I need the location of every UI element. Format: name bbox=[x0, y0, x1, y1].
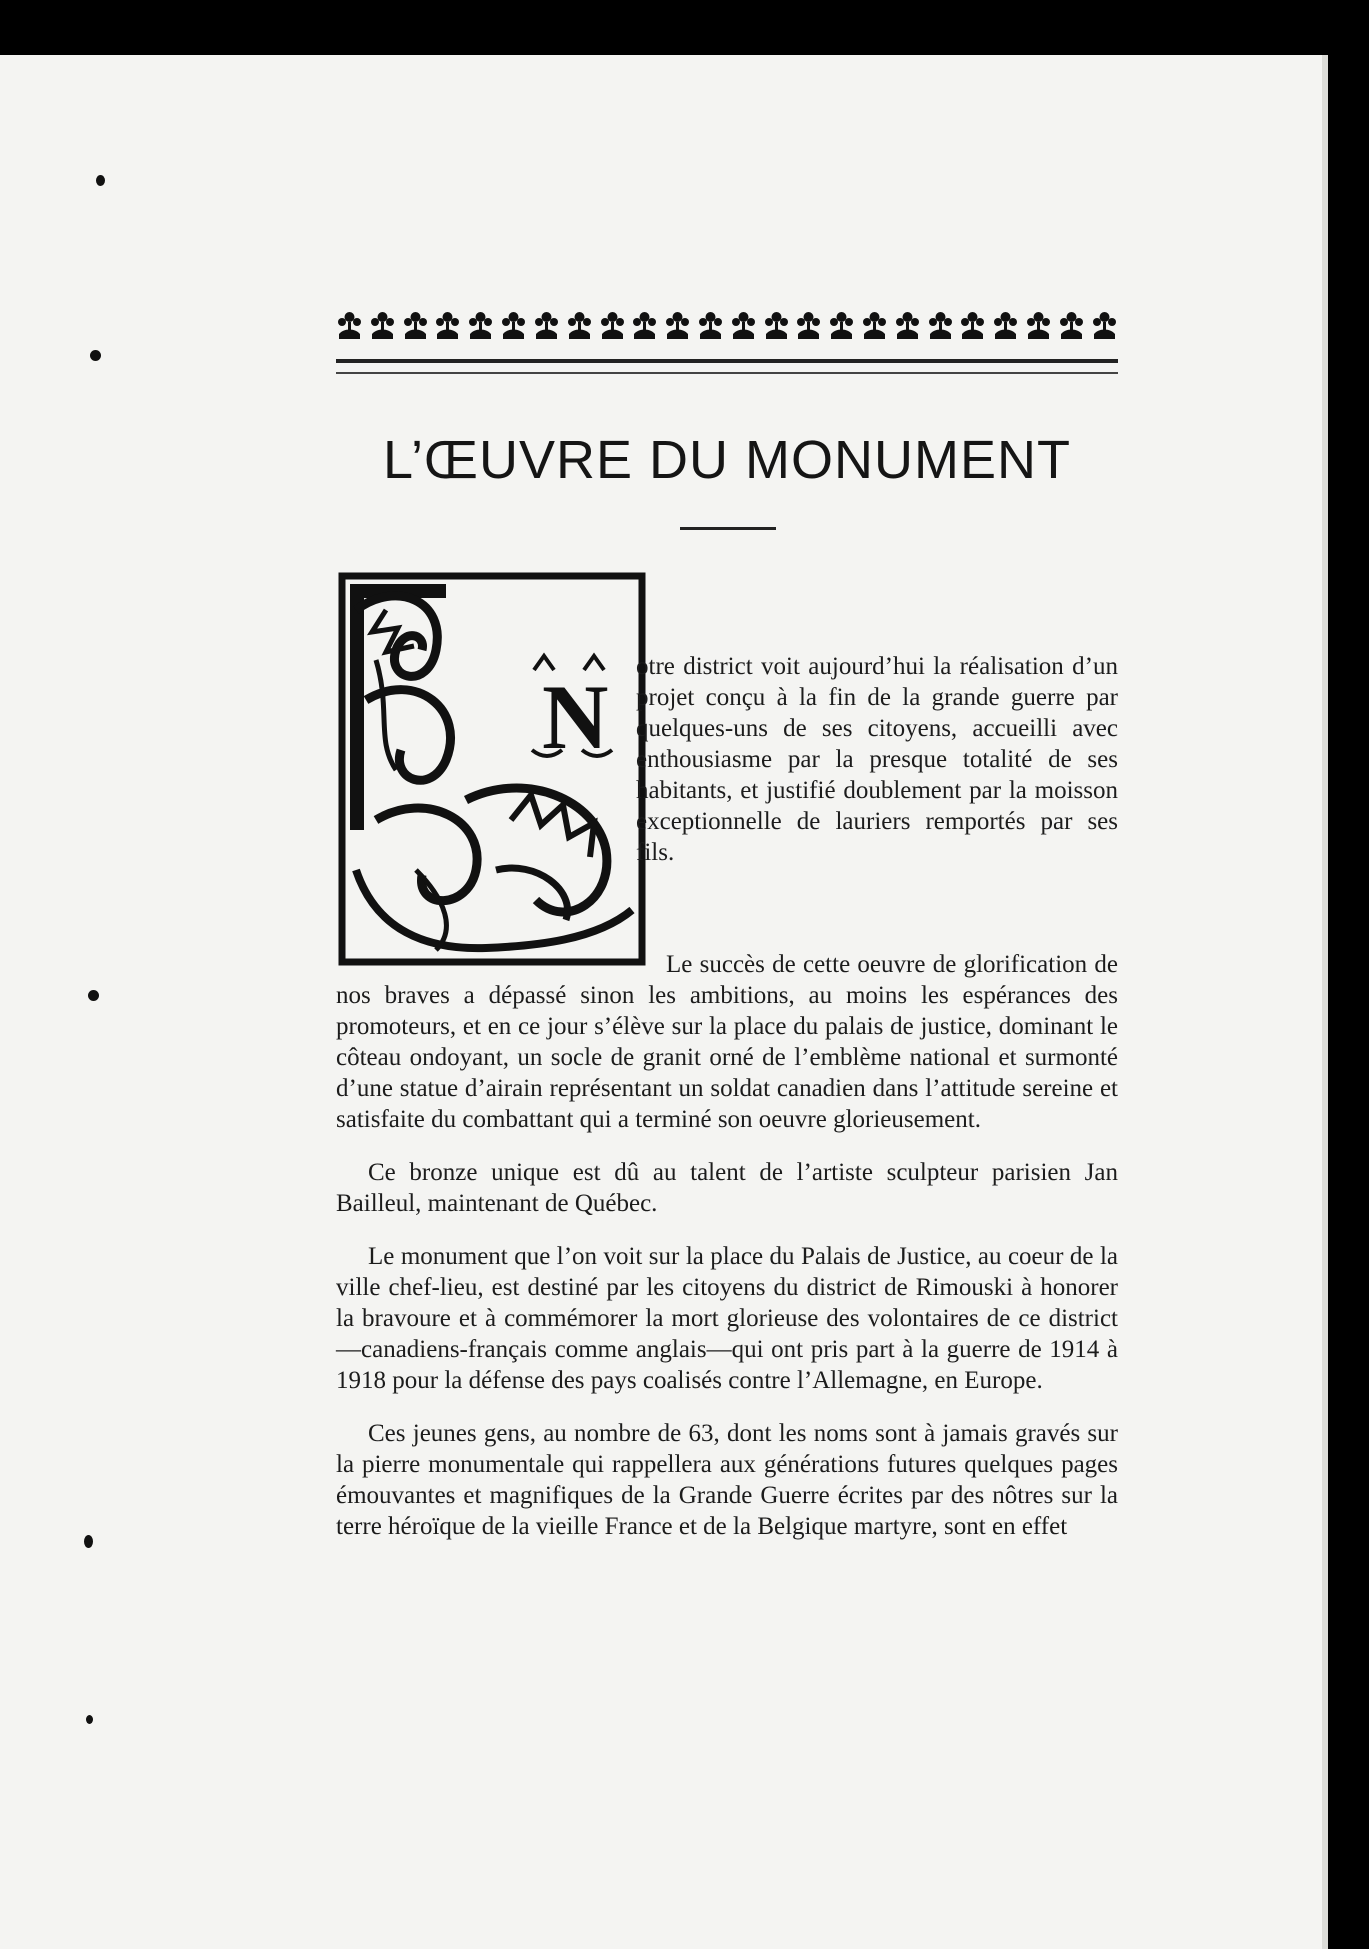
title-rule bbox=[680, 527, 776, 534]
flower-ornament-icon bbox=[566, 310, 593, 340]
binding-mark bbox=[86, 1715, 93, 1724]
flower-ornament-icon bbox=[1025, 310, 1052, 340]
flower-ornament-icon bbox=[992, 310, 1019, 340]
flower-ornament-icon bbox=[828, 310, 855, 340]
decorated-initial-icon bbox=[336, 570, 648, 968]
binding-mark bbox=[96, 175, 105, 186]
flower-ornament-icon bbox=[1058, 310, 1085, 340]
flower-ornament-icon bbox=[336, 310, 363, 340]
paragraph-4: Le monument que l’on voit sur la place du Palais de Justice, au coeur de la ville chef-lieu, est destiné par les citoyens du district de Rimouski à honorer la bravoure et à commémorer la mort glorieuse des volontaires de ce district—canadiens-français comme anglais—qui ont pris part à la guerre de 1914 à 1918 pour la défense des pays coalisés contre l’Allemagne, en Europe. bbox=[336, 1243, 1118, 1394]
flower-ornament-icon bbox=[894, 310, 921, 340]
flower-ornament-icon bbox=[402, 310, 429, 340]
flower-ornament-icon bbox=[1091, 310, 1118, 340]
flower-ornament-icon bbox=[467, 310, 494, 340]
flower-ornament-icon bbox=[434, 310, 461, 340]
flower-ornament-icon bbox=[927, 310, 954, 340]
flower-ornament-icon bbox=[500, 310, 527, 340]
svg-text:N: N bbox=[542, 666, 609, 768]
paragraph-1: otre district voit aujourd’hui la réalisation d’un projet conçu à la fin de la grande guerre par quelques-uns de ses citoyens, accueilli avec enthousiasme par la presque totalité de ses habitants, et justifié doublement par la moisson exceptionnelle de lauriers remportés par ses fils. bbox=[636, 653, 1118, 866]
flower-ornament-icon bbox=[533, 310, 560, 340]
paragraph-3: Ce bronze unique est dû au talent de l’artiste sculpteur parisien Jan Bailleul, maintenant de Québec. bbox=[336, 1159, 1118, 1217]
flower-ornament-icon bbox=[959, 310, 986, 340]
binding-mark bbox=[88, 990, 99, 1001]
binding-mark bbox=[84, 1535, 93, 1548]
flower-ornament-icon bbox=[369, 310, 396, 340]
flower-ornament-icon bbox=[599, 310, 626, 340]
binding-mark bbox=[90, 350, 101, 361]
ornament-rule bbox=[336, 359, 1118, 374]
paragraph-2: Le succès de cette oeuvre de glorification de nos braves a dépassé sinon les ambitions, au moins les espérances des promoteurs, et en ce jour s’élève sur la place du palais de justice, dominant le côteau ondoyant, un socle de granit orné de l’emblème national et surmonté d’une statue d’airain représentant un soldat canadien dans l’attitude sereine et satisfaite du combattant qui a terminé son oeuvre glorieusement. bbox=[336, 951, 1118, 1133]
floral-ornament-band bbox=[336, 310, 1118, 340]
flower-ornament-icon bbox=[664, 310, 691, 340]
flower-ornament-icon bbox=[795, 310, 822, 340]
first-paragraph bbox=[636, 651, 1118, 868]
flower-ornament-icon bbox=[730, 310, 757, 340]
flower-ornament-icon bbox=[697, 310, 724, 340]
page-title: L’ŒUVRE DU MONUMENT bbox=[382, 430, 1072, 490]
flower-ornament-icon bbox=[631, 310, 658, 340]
paragraph-5: Ces jeunes gens, au nombre de 63, dont les noms sont à jamais gravés sur la pierre monumentale qui rappellera aux générations futures quelques pages émouvantes et magnifiques de la Grande Guerre écrites par des nôtres sur la terre héroïque de la vieille France et de la Belgique martyre, sont en effet bbox=[336, 1420, 1118, 1540]
document-page bbox=[0, 55, 1328, 1949]
flower-ornament-icon bbox=[763, 310, 790, 340]
flower-ornament-icon bbox=[861, 310, 888, 340]
body-text bbox=[336, 949, 1118, 1564]
